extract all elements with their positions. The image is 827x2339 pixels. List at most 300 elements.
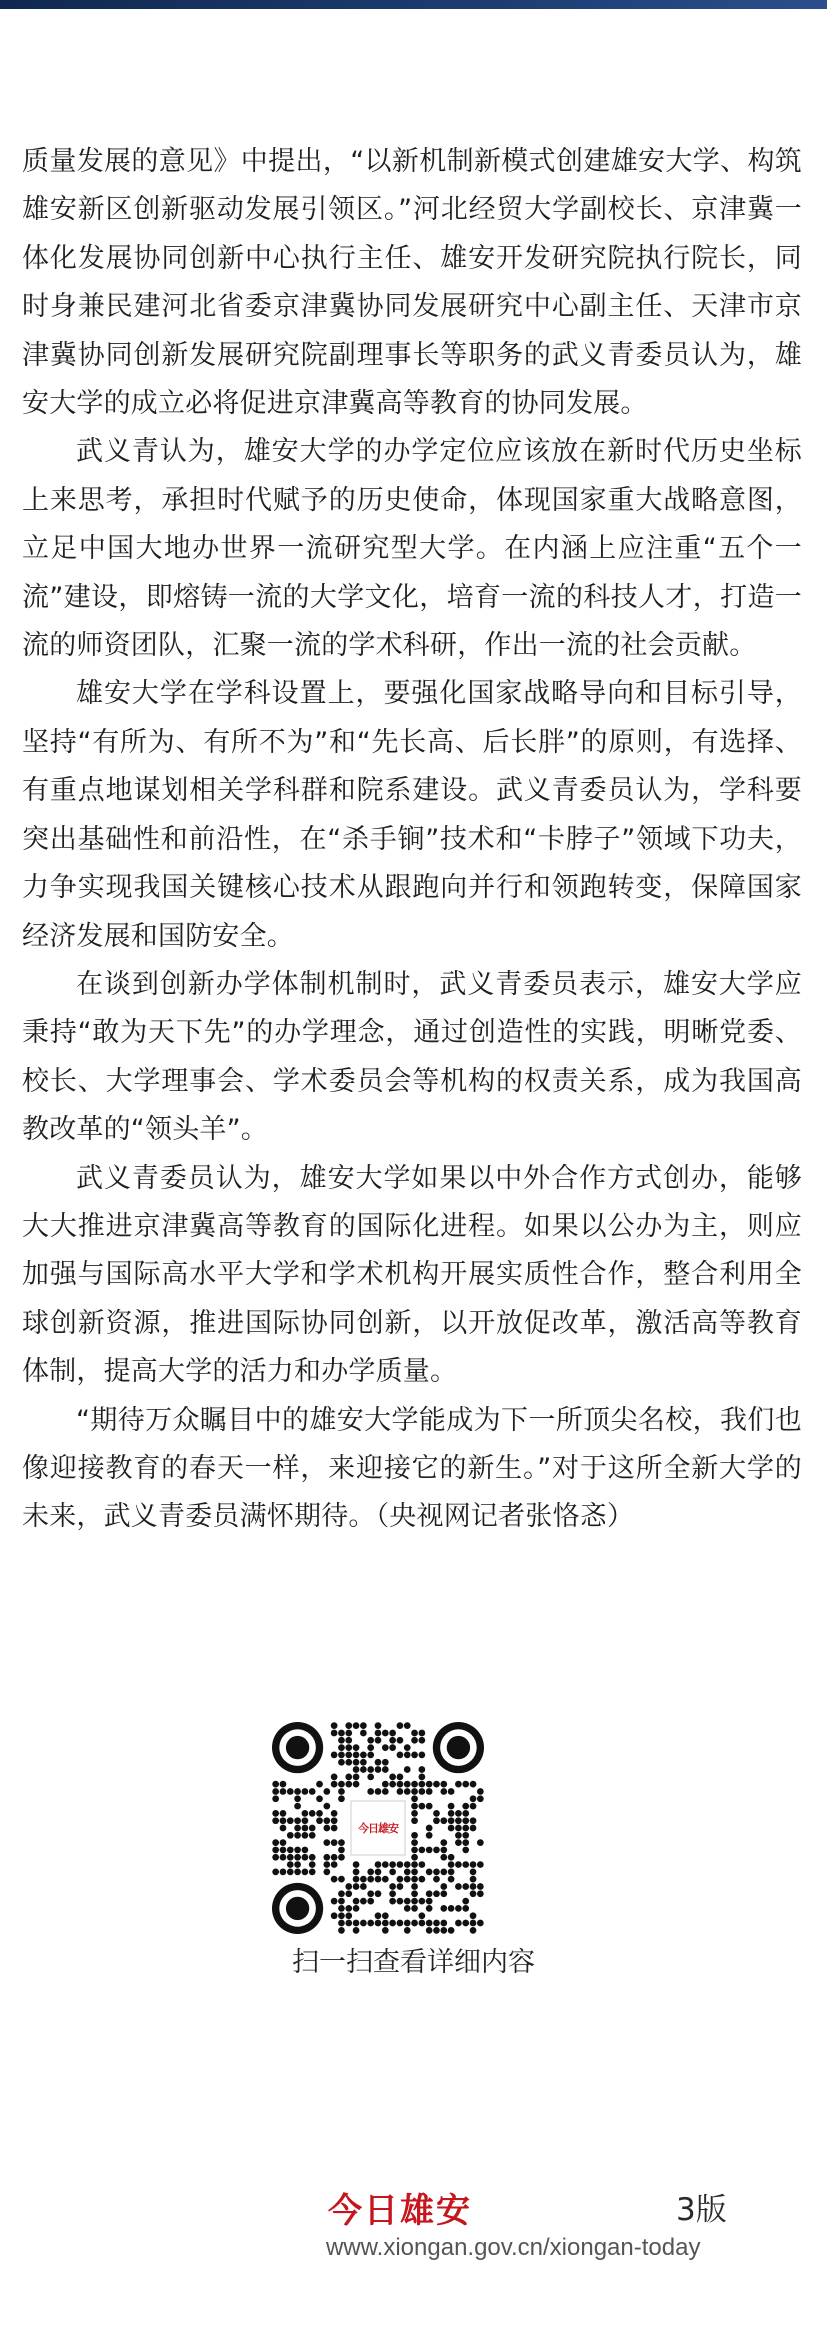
qr-dot (331, 1876, 338, 1883)
qr-dot (323, 1803, 330, 1810)
qr-dot (418, 1737, 425, 1744)
qr-dot (440, 1839, 447, 1846)
qr-dot (440, 1868, 447, 1875)
qr-dot (462, 1883, 469, 1890)
qr-dot (433, 1927, 440, 1934)
qr-dot (345, 1883, 352, 1890)
qr-dot (433, 1920, 440, 1927)
qr-logo: 今日雄安 (350, 1800, 406, 1856)
qr-dot (382, 1766, 389, 1773)
qr-dot (302, 1825, 309, 1832)
qr-dot (389, 1861, 396, 1868)
qr-dot (411, 1854, 418, 1861)
qr-dot (382, 1781, 389, 1788)
qr-dot (433, 1817, 440, 1824)
qr-dot (375, 1868, 382, 1875)
qr-dot (367, 1898, 374, 1905)
qr-dot (455, 1781, 462, 1788)
qr-dot (448, 1905, 455, 1912)
qr-dot (367, 1890, 374, 1897)
article-paragraph-4: 在谈到创新办学体制机制时，武义青委员表示，雄安大学应秉持“敢为天下先”的办学理念，通过创造性的实践，明晰党委、校长、大学理事会、学术委员会等机构的权责关系，成为我国高教改革的“领头羊”。 (22, 968, 802, 1146)
qr-dot (375, 1890, 382, 1897)
qr-dot (294, 1832, 301, 1839)
qr-dot (367, 1737, 374, 1744)
qr-dot (411, 1898, 418, 1905)
qr-dot (397, 1876, 404, 1883)
qr-dot (418, 1861, 425, 1868)
qr-dot (462, 1832, 469, 1839)
qr-dot (440, 1847, 447, 1854)
qr-dot (331, 1752, 338, 1759)
qr-dot (367, 1868, 374, 1875)
qr-dot (397, 1920, 404, 1927)
qr-dot (426, 1781, 433, 1788)
qr-dot (323, 1788, 330, 1795)
qr-dot (345, 1781, 352, 1788)
qr-dot (411, 1795, 418, 1802)
qr-dot (345, 1905, 352, 1912)
qr-dot (462, 1810, 469, 1817)
qr-dot (440, 1817, 447, 1824)
qr-dot (345, 1730, 352, 1737)
qr-finder-mark (286, 1736, 309, 1759)
qr-dot (477, 1839, 484, 1846)
qr-caption: 扫一扫查看详细内容 (292, 1947, 535, 1978)
qr-dot (280, 1839, 287, 1846)
qr-dot (287, 1868, 294, 1875)
qr-dot (375, 1876, 382, 1883)
qr-dot (375, 1759, 382, 1766)
qr-finder-mark (286, 1897, 309, 1920)
qr-dot (338, 1730, 345, 1737)
qr-dot (309, 1868, 316, 1875)
qr-dot (382, 1788, 389, 1795)
qr-dot (375, 1737, 382, 1744)
qr-dot (338, 1912, 345, 1919)
article-paragraph-1: 质量发展的意见》中提出，“以新机制新模式创建雄安大学、构筑雄安新区创新驱动发展引领区。”河北经贸大学副校长、京津冀一体化发展协同创新中心执行主任、雄安开发研究院执行院长，同时身兼民建河北省委京津冀协同发展研究中心副主任、天津市京津冀协同创新发展研究院副理事长等职务的武义青委员认为，雄安大学的成立必将促进京津冀高等教育的协同发展。 (22, 146, 802, 420)
qr-dot (455, 1920, 462, 1927)
qr-dot (338, 1781, 345, 1788)
qr-dot (418, 1912, 425, 1919)
qr-dot (433, 1847, 440, 1854)
qr-dot (272, 1847, 279, 1854)
qr-dot (411, 1861, 418, 1868)
qr-dot (470, 1927, 477, 1934)
qr-dot (462, 1861, 469, 1868)
qr-dot (309, 1825, 316, 1832)
qr-dot (382, 1927, 389, 1934)
qr-dot (426, 1898, 433, 1905)
qr-dot (448, 1868, 455, 1875)
qr-dot (382, 1730, 389, 1737)
qr-dot (345, 1759, 352, 1766)
qr-dot (272, 1795, 279, 1802)
qr-dot (455, 1832, 462, 1839)
qr-dot (411, 1752, 418, 1759)
qr-dot (338, 1839, 345, 1846)
qr-dot (323, 1839, 330, 1846)
qr-dot (411, 1810, 418, 1817)
qr-dot (411, 1803, 418, 1810)
qr-dot (331, 1722, 338, 1729)
qr-dot (404, 1876, 411, 1883)
article-paragraph-3: 雄安大学在学科设置上，要强化国家战略导向和目标引导，坚持“有所为、有所不为”和“先长高、后长胖”的原则，有选择、有重点地谋划相关学科群和院系建设。武义青委员认为，学科要突出基础性和前沿性，在“杀手锏”技术和“卡脖子”领域下功夫，力争实现我国关键核心技术从跟跑向并行和领跑转变，保障国家经济发展和国防安全。 (22, 678, 802, 952)
qr-dot (440, 1883, 447, 1890)
qr-dot (404, 1766, 411, 1773)
qr-dot (309, 1861, 316, 1868)
qr-dot (455, 1883, 462, 1890)
qr-dot (470, 1817, 477, 1824)
qr-dot (353, 1752, 360, 1759)
qr-dot (309, 1854, 316, 1861)
qr-dot (294, 1803, 301, 1810)
qr-dot (455, 1861, 462, 1868)
qr-dot (462, 1803, 469, 1810)
qr-dot (272, 1817, 279, 1824)
qr-dot (360, 1920, 367, 1927)
qr-dot (331, 1898, 338, 1905)
qr-dot (397, 1781, 404, 1788)
qr-dot (294, 1788, 301, 1795)
qr-dot (470, 1868, 477, 1875)
qr-dot (360, 1752, 367, 1759)
qr-dot (367, 1744, 374, 1751)
qr-dot (477, 1883, 484, 1890)
qr-dot (323, 1868, 330, 1875)
qr-dot (360, 1876, 367, 1883)
qr-dot (470, 1876, 477, 1883)
qr-dot (375, 1766, 382, 1773)
qr-dot (440, 1927, 447, 1934)
qr-dot (338, 1920, 345, 1927)
qr-dot (455, 1905, 462, 1912)
qr-dot (389, 1730, 396, 1737)
qr-dot (272, 1839, 279, 1846)
qr-dot (448, 1861, 455, 1868)
qr-dot (367, 1752, 374, 1759)
qr-dot (375, 1722, 382, 1729)
qr-dot (448, 1854, 455, 1861)
qr-dot (411, 1876, 418, 1883)
qr-dot (294, 1861, 301, 1868)
qr-dot (353, 1759, 360, 1766)
qr-dot (338, 1795, 345, 1802)
qr-dot (470, 1825, 477, 1832)
qr-dot (389, 1890, 396, 1897)
qr-dot (448, 1817, 455, 1824)
qr-dot (338, 1898, 345, 1905)
qr-dot (426, 1847, 433, 1854)
qr-dot (302, 1810, 309, 1817)
qr-dot (418, 1847, 425, 1854)
qr-dot (345, 1890, 352, 1897)
qr-dot (389, 1737, 396, 1744)
qr-dot (272, 1854, 279, 1861)
qr-dot (404, 1788, 411, 1795)
qr-dot (404, 1861, 411, 1868)
qr-dot (411, 1832, 418, 1839)
qr-dot (477, 1920, 484, 1927)
qr-dot (433, 1781, 440, 1788)
qr-dot (418, 1752, 425, 1759)
qr-dot (389, 1744, 396, 1751)
qr-dot (397, 1883, 404, 1890)
qr-dot (280, 1868, 287, 1875)
qr-dot (309, 1788, 316, 1795)
qr-dot (360, 1759, 367, 1766)
qr-dot (302, 1868, 309, 1875)
qr-dot (338, 1854, 345, 1861)
qr-dot (338, 1927, 345, 1934)
qr-dot (353, 1861, 360, 1868)
qr-dot (389, 1773, 396, 1780)
qr-dot (440, 1920, 447, 1927)
qr-dot (353, 1920, 360, 1927)
qr-dot (404, 1905, 411, 1912)
qr-dot (353, 1927, 360, 1934)
qr-dot (433, 1890, 440, 1897)
qr-dot (440, 1781, 447, 1788)
qr-dot (462, 1817, 469, 1824)
qr-dot (389, 1868, 396, 1875)
qr-dot (477, 1890, 484, 1897)
qr-dot (418, 1773, 425, 1780)
qr-dot (353, 1868, 360, 1875)
qr-dot (418, 1876, 425, 1883)
article-paragraph-5: 武义青委员认为，雄安大学如果以中外合作方式创办，能够大大推进京津冀高等教育的国际化进程。如果以公办为主，则应加强与国际高水平大学和学术机构开展实质性合作，整合利用全球创新资源，推进国际协同创新，以开放促改革，激活高等教育体制，提高大学的活力和办学质量。 (22, 1162, 802, 1388)
qr-dot (462, 1781, 469, 1788)
qr-dot (294, 1817, 301, 1824)
qr-dot (287, 1854, 294, 1861)
qr-dot (338, 1744, 345, 1751)
qr-dot (309, 1810, 316, 1817)
qr-dot (272, 1781, 279, 1788)
qr-dot (404, 1781, 411, 1788)
qr-dot (418, 1920, 425, 1927)
qr-dot (477, 1795, 484, 1802)
qr-dot (287, 1788, 294, 1795)
qr-dot (404, 1752, 411, 1759)
qr-dot (353, 1905, 360, 1912)
qr-dot (382, 1744, 389, 1751)
qr-dot (411, 1920, 418, 1927)
qr-dot (455, 1810, 462, 1817)
qr-dot (470, 1920, 477, 1927)
qr-dot (360, 1730, 367, 1737)
qr-dot (272, 1788, 279, 1795)
qr-dot (389, 1920, 396, 1927)
qr-dot (280, 1825, 287, 1832)
qr-dot (426, 1788, 433, 1795)
qr-dot (411, 1730, 418, 1737)
qr-dot (382, 1876, 389, 1883)
qr-dot (302, 1847, 309, 1854)
qr-dot (462, 1905, 469, 1912)
qr-dot (462, 1825, 469, 1832)
qr-dot (294, 1825, 301, 1832)
qr-dot (382, 1912, 389, 1919)
qr-dot (360, 1883, 367, 1890)
qr-finder-mark (447, 1736, 470, 1759)
qr-dot (448, 1927, 455, 1934)
qr-dot (280, 1810, 287, 1817)
page-number: 3版 (676, 2192, 727, 2228)
qr-dot (353, 1781, 360, 1788)
qr-dot (418, 1730, 425, 1737)
qr-dot (280, 1854, 287, 1861)
qr-dot (353, 1744, 360, 1751)
qr-dot (280, 1788, 287, 1795)
qr-dot (375, 1730, 382, 1737)
qr-dot (345, 1752, 352, 1759)
qr-code[interactable] (272, 1722, 484, 1934)
qr-dot (418, 1781, 425, 1788)
qr-dot (353, 1773, 360, 1780)
qr-dot (411, 1905, 418, 1912)
qr-dot (375, 1861, 382, 1868)
qr-dot (426, 1868, 433, 1875)
qr-dot (338, 1759, 345, 1766)
qr-dot (323, 1854, 330, 1861)
qr-dot (477, 1861, 484, 1868)
qr-dot (338, 1847, 345, 1854)
qr-dot (462, 1839, 469, 1846)
qr-dot (448, 1825, 455, 1832)
qr-dot (331, 1773, 338, 1780)
qr-dot (470, 1861, 477, 1868)
qr-dot (338, 1752, 345, 1759)
qr-dot (382, 1759, 389, 1766)
qr-dot (367, 1773, 374, 1780)
qr-dot (418, 1803, 425, 1810)
qr-dot (316, 1795, 323, 1802)
qr-dot (353, 1766, 360, 1773)
qr-dot (367, 1876, 374, 1883)
qr-dot (404, 1868, 411, 1875)
qr-dot (375, 1920, 382, 1927)
qr-dot (280, 1847, 287, 1854)
qr-dot (470, 1781, 477, 1788)
article-paragraph-6: “期待万众瞩目中的雄安大学能成为下一所顶尖名校，我们也像迎接教育的春天一样，来迎接它的新生。”对于这所全新大学的未来，武义青委员满怀期待。（央视网记者张恪忞） (22, 1404, 802, 1533)
qr-dot (345, 1744, 352, 1751)
qr-dot (360, 1898, 367, 1905)
qr-dot (338, 1890, 345, 1897)
qr-dot (418, 1788, 425, 1795)
qr-dot (338, 1737, 345, 1744)
qr-dot (470, 1912, 477, 1919)
qr-dot (397, 1752, 404, 1759)
qr-dot (323, 1817, 330, 1824)
qr-dot (426, 1825, 433, 1832)
qr-dot (426, 1803, 433, 1810)
qr-dot (448, 1803, 455, 1810)
qr-dot (345, 1737, 352, 1744)
qr-dot (448, 1810, 455, 1817)
qr-dot (338, 1905, 345, 1912)
website-url[interactable]: www.xiongan.gov.cn/xiongan-today (326, 2234, 701, 2261)
qr-dot (302, 1854, 309, 1861)
qr-dot (302, 1788, 309, 1795)
qr-dot (331, 1825, 338, 1832)
qr-dot (448, 1876, 455, 1883)
qr-dot (411, 1883, 418, 1890)
qr-dot (360, 1722, 367, 1729)
qr-dot (331, 1912, 338, 1919)
qr-dot (331, 1730, 338, 1737)
qr-dot (338, 1788, 345, 1795)
qr-dot (397, 1722, 404, 1729)
qr-dot (294, 1847, 301, 1854)
qr-dot (433, 1810, 440, 1817)
qr-dot (477, 1788, 484, 1795)
qr-dot (455, 1839, 462, 1846)
qr-dot (294, 1795, 301, 1802)
qr-dot (426, 1832, 433, 1839)
qr-dot (345, 1912, 352, 1919)
qr-dot (338, 1876, 345, 1883)
qr-dot (470, 1795, 477, 1802)
qr-dot (353, 1876, 360, 1883)
qr-dot (367, 1788, 374, 1795)
qr-dot (360, 1766, 367, 1773)
qr-dot (411, 1781, 418, 1788)
qr-dot (287, 1832, 294, 1839)
qr-dot (470, 1883, 477, 1890)
qr-dot (353, 1722, 360, 1729)
qr-dot (331, 1817, 338, 1824)
qr-dot (280, 1817, 287, 1824)
qr-dot (345, 1773, 352, 1780)
qr-dot (411, 1788, 418, 1795)
qr-dot (309, 1832, 316, 1839)
qr-dot (440, 1788, 447, 1795)
qr-dot (462, 1920, 469, 1927)
qr-dot (455, 1825, 462, 1832)
qr-dot (375, 1788, 382, 1795)
qr-dot (440, 1890, 447, 1897)
qr-dot (448, 1788, 455, 1795)
qr-dot (470, 1890, 477, 1897)
qr-dot (331, 1839, 338, 1846)
qr-dot (433, 1868, 440, 1875)
qr-dot (411, 1847, 418, 1854)
qr-dot (345, 1722, 352, 1729)
qr-dot (470, 1803, 477, 1810)
qr-dot (353, 1898, 360, 1905)
qr-dot (433, 1876, 440, 1883)
qr-dot (397, 1788, 404, 1795)
qr-dot (272, 1868, 279, 1875)
qr-dot (302, 1832, 309, 1839)
qr-dot (375, 1912, 382, 1919)
article-body (22, 138, 802, 1542)
qr-dot (455, 1817, 462, 1824)
qr-dot (345, 1920, 352, 1927)
qr-dot (397, 1861, 404, 1868)
qr-dot (397, 1773, 404, 1780)
qr-dot (353, 1883, 360, 1890)
qr-dot (404, 1722, 411, 1729)
qr-dot (426, 1920, 433, 1927)
qr-dot (404, 1927, 411, 1934)
qr-dot (389, 1898, 396, 1905)
top-accent-bar (0, 0, 827, 9)
qr-dot (389, 1781, 396, 1788)
qr-dot (404, 1898, 411, 1905)
qr-dot (397, 1898, 404, 1905)
brand-logo: 今日雄安 (328, 2191, 472, 2231)
qr-dot (426, 1905, 433, 1912)
